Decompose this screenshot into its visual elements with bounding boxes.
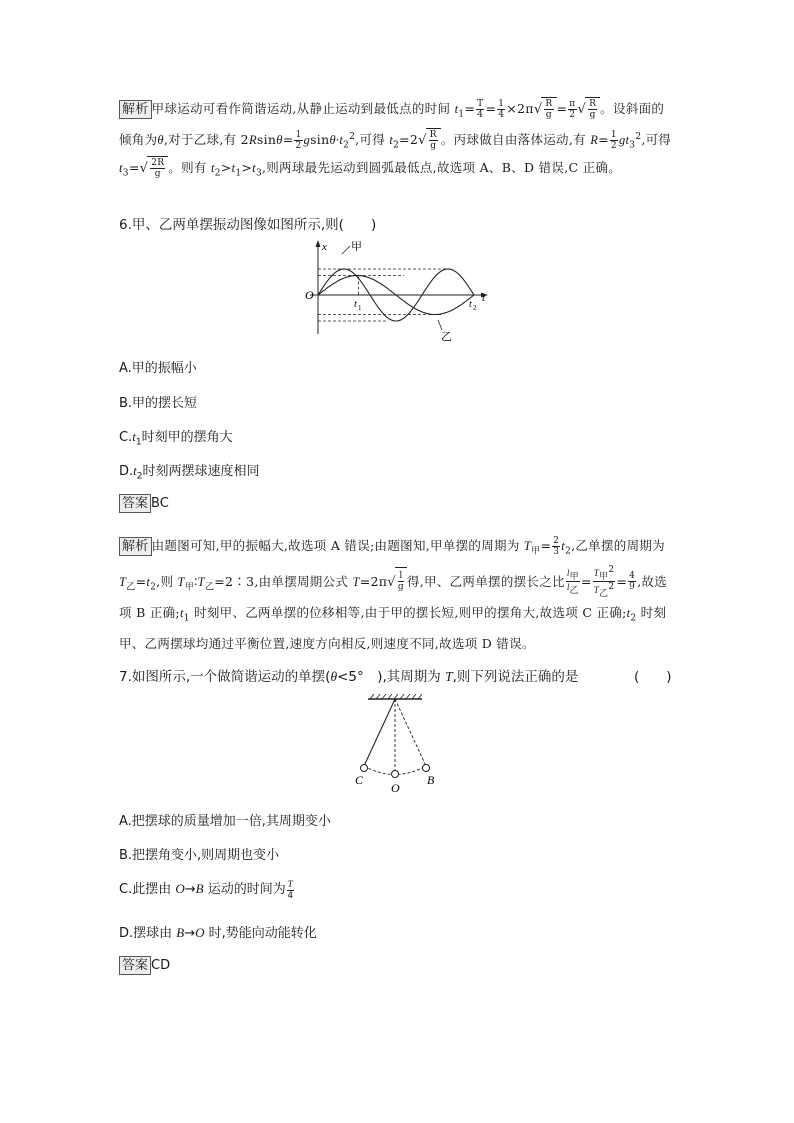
bob-center bbox=[392, 771, 399, 778]
t2-label: t bbox=[469, 299, 472, 310]
q7-option-d: D.摆球由 B→O 时,势能向动能转化 bbox=[119, 925, 317, 941]
q7-option-b: B.把摆角变小,则周期也变小 bbox=[119, 848, 280, 863]
pendulum-diagram bbox=[350, 693, 440, 795]
bob-left bbox=[361, 765, 368, 772]
label-b: B bbox=[427, 773, 435, 787]
x-axis-label: x bbox=[322, 241, 327, 253]
q7-option-c: C.此摆由 O→B 运动的时间为 $\frac{T}{4}$ bbox=[119, 878, 294, 901]
vibration-graph bbox=[300, 238, 500, 342]
label-c: C bbox=[355, 773, 364, 787]
q7-answer: 答案 CD bbox=[119, 956, 170, 975]
q6-option-b: B.甲的摆长短 bbox=[119, 396, 198, 411]
q6-option-d: $D.t_2$时刻两摆球速度相同 bbox=[119, 463, 260, 482]
analysis-tag-2: 解析 bbox=[119, 537, 152, 556]
answer-tag-2: 答案 bbox=[119, 956, 151, 975]
ceiling-hatch bbox=[370, 694, 422, 699]
q6-option-c: $C.t_1$时刻甲的摆角大 bbox=[119, 429, 233, 448]
label-yi: 乙 bbox=[441, 331, 452, 342]
t2-sub: 2 bbox=[473, 304, 477, 312]
analysis-2: 解析 由题图可知,甲的振幅大,故选项 A 错误;由题图知,甲单摆的周期为 $T_甲=$ $\frac{2}{3}$ $t_2$,乙单摆的周期为 $T_乙=t_2$,则 $T_甲∶T_乙=2∶3$,由单摆周期公式 T=2π√ $\frac{l}{g}$ 得,甲、乙两单摆的摆长之比 $\frac{l_甲}{l_乙}$ = $\frac{T_甲^2}{T_乙^2}$ = $\frac{4}{9}$ ,故选项 B 正确$;t_1$ 时刻甲、乙两单摆的位移相等,由于甲的摆长短,则甲的摆角大,故选项 C 正确$;t_2$ 时刻甲、乙两摆球均通过平衡位置,速度方向相反,则速度不同,故选项 D 错误。 bbox=[119, 536, 668, 652]
string-right bbox=[395, 699, 426, 766]
q7-option-a: A.把摆球的质量增加一倍,其周期变小 bbox=[119, 814, 331, 829]
bob-right bbox=[423, 765, 430, 772]
t1-label: t bbox=[354, 299, 357, 310]
question-7-stem: 7.如图所示,一个做简谐运动的单摆(θ<5° ),其周期为 T,则下列说法正确的是 bbox=[119, 669, 579, 685]
q6-answer: 答案 BC bbox=[119, 494, 169, 513]
label-yi-leader bbox=[438, 320, 442, 330]
label-jia-leader bbox=[342, 246, 350, 254]
analysis-1: 解析 甲球运动可看作简谐运动,从静止运动到最低点的时间 $t_1=$ $\frac{T}{4}$ = $\frac{1}{4}$ ×2π√ $\frac{R}{g}$ = $\frac{\pi}{2}$ √ $\frac{R}{g}$ 。设斜面的倾角为θ,对于乙球,有 2Rsinθ= $\frac{1}{2}$ $gsin\theta\cdot t_2^2$,可得 $t_2=2√$ $\frac{R}{g}$ 。丙球做自由落体运动,有 R= $\frac{1}{2}$ $gt_3^2$,可得 $t_3=√$ $\frac{2R}{g}$ 。则有 $t_2>t_1>t_3$,则两球最先运动到圆弧最低点,故选项 A、B、D 错误,C 正确。 bbox=[119, 99, 672, 180]
label-jia: 甲 bbox=[351, 241, 362, 253]
x-axis-arrow bbox=[316, 240, 321, 247]
string-left bbox=[364, 699, 395, 766]
analysis-tag: 解析 bbox=[119, 100, 152, 119]
t1-sub: 1 bbox=[358, 304, 362, 312]
question-6-stem: 6.甲、乙两单摆振动图像如图所示,则( ) bbox=[119, 217, 377, 233]
origin-label: O bbox=[305, 288, 314, 302]
q6-option-a: A.甲的振幅小 bbox=[119, 361, 197, 376]
t-axis-label: t bbox=[482, 292, 486, 304]
label-o: O bbox=[391, 781, 400, 795]
question-7-paren: ( ) bbox=[634, 669, 672, 685]
answer-tag: 答案 bbox=[119, 494, 151, 513]
